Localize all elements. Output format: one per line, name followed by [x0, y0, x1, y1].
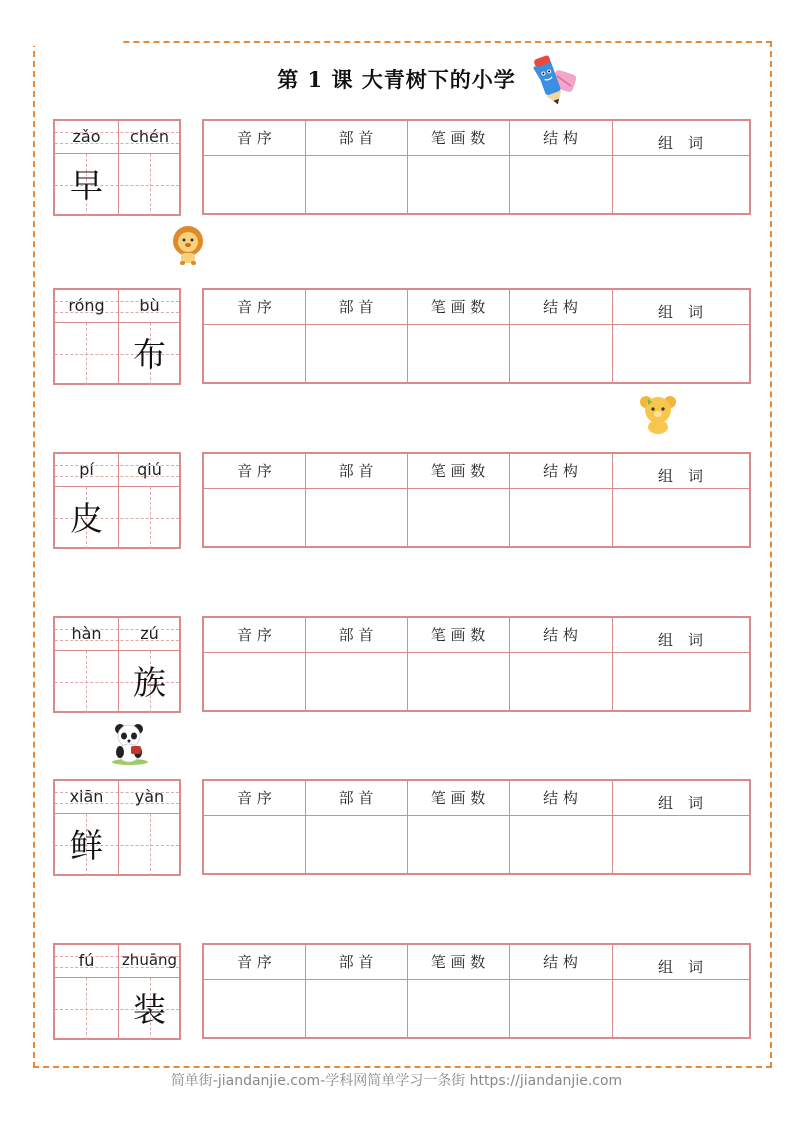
header-bihuashu: 笔 画 数 [430, 129, 486, 147]
header-bushou: 部 首 [338, 129, 374, 147]
pinyin-1: fú [78, 951, 95, 970]
header-jiegou: 结 构 [543, 129, 578, 147]
pinyin-2: zú [140, 624, 159, 643]
pinyin-1: pí [79, 460, 94, 479]
header-bushou: 部 首 [338, 462, 374, 480]
header-bushou: 部 首 [338, 298, 374, 316]
header-yinxu: 音 序 [237, 129, 272, 147]
header-jiegou: 结 构 [543, 462, 578, 480]
info-table [202, 943, 751, 1039]
panda-icon [108, 722, 152, 766]
hanzi-2: 装 [133, 990, 166, 1029]
header-zuci: 组 词 [657, 303, 703, 321]
header-jiegou: 结 构 [543, 789, 578, 807]
lion-icon [170, 225, 206, 267]
header-bihuashu: 笔 画 数 [430, 626, 486, 644]
character-row-6 [0, 943, 793, 1041]
info-table [202, 616, 751, 712]
header-zuci: 组 词 [657, 134, 703, 152]
header-yinxu: 音 序 [237, 298, 272, 316]
pinyin-2: yàn [134, 787, 165, 806]
character-row-4 [0, 616, 793, 714]
header-zuci: 组 词 [657, 794, 703, 812]
tianzige-box [53, 616, 181, 713]
hanzi-2 [118, 817, 181, 875]
pinyin-2: zhuāng [121, 951, 178, 969]
footer-watermark: 简单街-jiandanjie.com-学科网简单学习一条街 https://jiandanjie.com [170, 1073, 623, 1089]
pinyin-1: hàn [71, 624, 102, 643]
header-yinxu: 音 序 [237, 789, 272, 807]
header-jiegou: 结 构 [543, 626, 578, 644]
pinyin-1: xiān [69, 787, 104, 806]
header-jiegou: 结 构 [543, 953, 578, 971]
page-title: 第 1 课 大青树下的小学 [277, 67, 516, 92]
info-table [202, 119, 751, 215]
pencil-mascot-icon [527, 50, 583, 108]
border-gap [33, 38, 121, 46]
hanzi-1 [55, 654, 118, 712]
hanzi-1 [55, 981, 118, 1039]
hanzi-2 [118, 490, 181, 548]
hanzi-1: 皮 [70, 499, 103, 538]
character-row-2 [0, 288, 793, 386]
pinyin-1: róng [68, 296, 105, 315]
header-yinxu: 音 序 [237, 626, 272, 644]
character-row-5 [0, 779, 793, 877]
info-table [202, 452, 751, 548]
header-zuci: 组 词 [657, 467, 703, 485]
header-bihuashu: 笔 画 数 [430, 462, 486, 480]
header-bihuashu: 笔 画 数 [430, 789, 486, 807]
tianzige-box [53, 943, 181, 1040]
hanzi-2: 族 [133, 663, 166, 702]
pinyin-1: zǎo [72, 127, 101, 146]
tianzige-box [53, 779, 181, 876]
header-bihuashu: 笔 画 数 [430, 298, 486, 316]
hanzi-2: 布 [133, 335, 166, 374]
tianzige-box [53, 288, 181, 385]
header-bihuashu: 笔 画 数 [430, 953, 486, 971]
hanzi-2 [118, 157, 181, 215]
header-yinxu: 音 序 [237, 953, 272, 971]
header-zuci: 组 词 [657, 958, 703, 976]
info-table [202, 288, 751, 384]
pinyin-2: qiú [137, 460, 162, 479]
tianzige-box [53, 452, 181, 549]
hanzi-1 [55, 326, 118, 384]
tianzige-box [53, 119, 181, 216]
character-row-3 [0, 452, 793, 550]
header-zuci: 组 词 [657, 631, 703, 649]
header-jiegou: 结 构 [543, 298, 578, 316]
pinyin-2: chén [130, 127, 169, 146]
hanzi-1: 早 [70, 166, 103, 205]
header-bushou: 部 首 [338, 626, 374, 644]
info-table [202, 779, 751, 875]
header-bushou: 部 首 [338, 953, 374, 971]
character-row-1 [0, 119, 793, 217]
hanzi-1: 鲜 [70, 826, 103, 865]
pinyin-2: bù [139, 296, 160, 315]
bear-icon [636, 393, 680, 435]
header-bushou: 部 首 [338, 789, 374, 807]
header-yinxu: 音 序 [237, 462, 272, 480]
